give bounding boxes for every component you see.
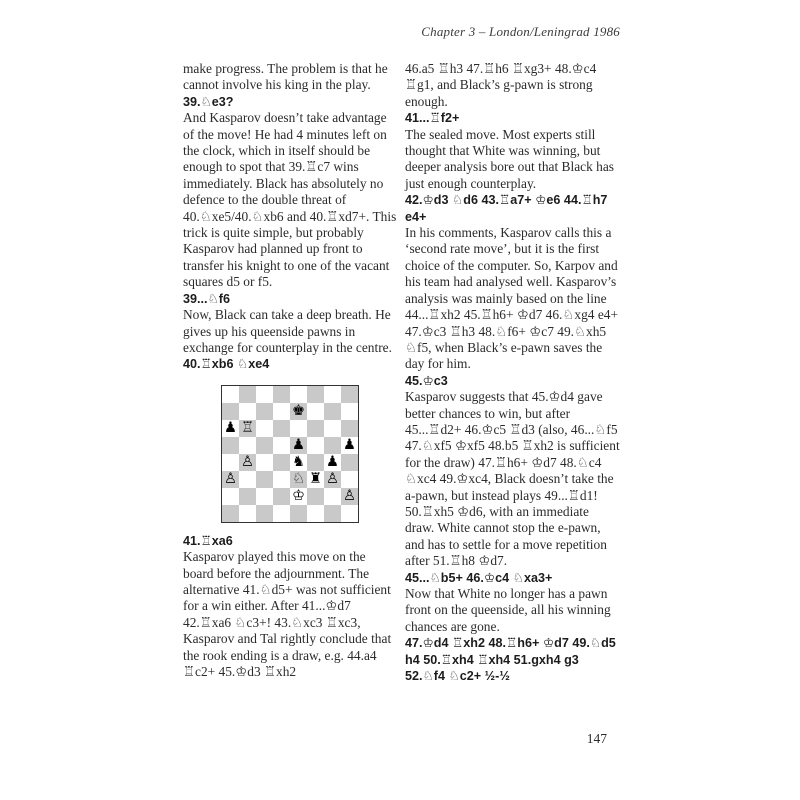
board-square bbox=[290, 386, 307, 403]
board-square bbox=[222, 471, 239, 488]
board-square bbox=[239, 471, 256, 488]
board-square bbox=[239, 488, 256, 505]
board-square bbox=[222, 420, 239, 437]
board-square bbox=[222, 505, 239, 522]
board-square bbox=[307, 471, 324, 488]
chess-piece: ♔ bbox=[292, 487, 305, 504]
board-square bbox=[324, 420, 341, 437]
chess-piece: ♙ bbox=[224, 470, 237, 487]
move-line: 45.♔c3 bbox=[405, 373, 448, 388]
board-square bbox=[256, 420, 273, 437]
board-square bbox=[273, 386, 290, 403]
chapter-header: Chapter 3 – London/Leningrad 1986 bbox=[421, 24, 620, 39]
move-line: 41.♖xa6 bbox=[183, 533, 233, 548]
board-square bbox=[307, 488, 324, 505]
chess-piece: ♙ bbox=[343, 487, 356, 504]
paragraph: make progress. The problem is that he cannot involve his king in the play. bbox=[183, 61, 388, 93]
board-square bbox=[239, 437, 256, 454]
paragraph: And Kasparov doesn’t take advantage of the move! He had 4 minutes left on the clock, which in itself should be enough to spot that 39.♖c7 wins immediately. Black has absolutely no defence to the double threat of 40.♘xe5/40.♘xb6 and 40.♖xd7+. This trick is quite simple, but probably Kasparov had planned up front to transfer his knight to one of the vacant squares d5 or f5. bbox=[183, 110, 397, 290]
chess-board bbox=[222, 386, 358, 522]
move-line: 45...♘b5+ 46.♔c4 ♘xa3+ bbox=[405, 570, 553, 585]
board-square bbox=[273, 454, 290, 471]
chess-piece: ♟ bbox=[292, 436, 305, 453]
board-square bbox=[307, 505, 324, 522]
board-square bbox=[256, 488, 273, 505]
board-square bbox=[222, 403, 239, 420]
move-line: 40.♖xb6 ♘xe4 bbox=[183, 357, 270, 372]
chess-piece: ♞ bbox=[292, 453, 305, 470]
board-square bbox=[341, 505, 358, 522]
board-square bbox=[290, 505, 307, 522]
move-line: 42.♔d3 ♘d6 43.♖a7+ ♔e6 44.♖h7 e4+ bbox=[405, 193, 608, 224]
board-square bbox=[273, 420, 290, 437]
board-square bbox=[341, 386, 358, 403]
chess-piece: ♜ bbox=[309, 470, 322, 487]
paragraph: 46.a5 ♖h3 47.♖h6 ♖xg3+ 48.♔c4 ♖g1, and Black’s g-pawn is strong enough. bbox=[405, 61, 597, 109]
board-square bbox=[290, 488, 307, 505]
board-square bbox=[324, 488, 341, 505]
board-square bbox=[239, 403, 256, 420]
board-square bbox=[324, 386, 341, 403]
chess-piece: ♟ bbox=[326, 453, 339, 470]
move-line: 41...♖f2+ bbox=[405, 111, 460, 126]
board-square bbox=[324, 505, 341, 522]
board-square bbox=[324, 403, 341, 420]
chess-piece: ♘ bbox=[292, 470, 305, 487]
move-line: 39.♘e3? bbox=[183, 94, 234, 109]
paragraph: The sealed move. Most experts still thought that White was winning, but deeper analysis bore out that Black has just enough counterplay. bbox=[405, 126, 614, 191]
chess-piece: ♙ bbox=[241, 453, 254, 470]
paragraph: In his comments, Kasparov calls this a ‘second rate move’, but it is the first choice of the computer. So, Karpov and his team had analysed well. Kasparov’s analysis was mainly based on the line 44...♖xh2 45.♖h6+ ♔d7 46.♘xg4 e4+ 47.♔c3 ♖h3 48.♘f6+ ♔c7 49.♘xh5 ♘f5, when Black’s e-pawn saves the day for him. bbox=[405, 225, 619, 372]
board-square bbox=[273, 488, 290, 505]
board-square bbox=[290, 454, 307, 471]
board-square bbox=[341, 437, 358, 454]
chess-piece: ♟ bbox=[343, 436, 356, 453]
paragraph: Kasparov played this move on the board before the adjournment. The alternative 41.♘d5+ was not sufficient for a win either. After 41...♔d7 42.♖xa6 ♘c3+! 43.♘xc3 ♖xc3, Kasparov and Tal rightly conclude that the rook ending is a draw, e.g. 44.a4 ♖c2+ 45.♔d3 ♖xh2 bbox=[183, 549, 392, 679]
board-square bbox=[290, 403, 307, 420]
board-square bbox=[307, 437, 324, 454]
chess-piece: ♚ bbox=[292, 402, 305, 419]
page-number: 147 bbox=[586, 731, 607, 746]
board-square bbox=[324, 454, 341, 471]
board-square bbox=[256, 505, 273, 522]
board-square bbox=[256, 386, 273, 403]
move-line: 47.♔d4 ♖xh2 48.♖h6+ ♔d7 49.♘d5 h4 50.♖xh4 ♖xh4 51.gxh4 g3 52.♘f4 ♘c2+ ½-½ bbox=[405, 636, 616, 684]
left-column bbox=[183, 61, 397, 680]
chess-diagram bbox=[221, 385, 359, 523]
board-square bbox=[290, 471, 307, 488]
board-square bbox=[239, 454, 256, 471]
board-square bbox=[307, 403, 324, 420]
board-square bbox=[239, 505, 256, 522]
board-square bbox=[307, 420, 324, 437]
board-square bbox=[256, 471, 273, 488]
chess-piece: ♟ bbox=[224, 419, 237, 436]
board-square bbox=[222, 386, 239, 403]
board-square bbox=[239, 420, 256, 437]
board-square bbox=[341, 471, 358, 488]
board-square bbox=[222, 454, 239, 471]
board-square bbox=[341, 454, 358, 471]
board-square bbox=[222, 437, 239, 454]
right-column bbox=[405, 61, 621, 684]
paragraph: Now that White no longer has a pawn front on the queenside, all his winning chances are gone. bbox=[405, 586, 611, 634]
board-square bbox=[324, 437, 341, 454]
board-square bbox=[341, 488, 358, 505]
paragraph: Now, Black can take a deep breath. He gives up his queenside pawns in exchange for counterplay in the centre. bbox=[183, 307, 392, 355]
board-square bbox=[324, 471, 341, 488]
board-square bbox=[273, 471, 290, 488]
chess-piece: ♙ bbox=[326, 470, 339, 487]
chess-piece: ♖ bbox=[241, 419, 254, 436]
paragraph: Kasparov suggests that 45.♔d4 gave better chances to win, but after 45...♖d2+ 46.♔c5 ♖d3 (also, 46...♘f5 47.♘xf5 ♔xf5 48.b5 ♖xh2 is sufficient for the draw) 47.♖h6+ ♔d7 48.♘c4 ♘xc4 49.♔xc4, Black doesn’t take the a-pawn, but instead plays 49...♖d1! 50.♖xh5 ♔d6, with an immediate draw. White cannot stop the e-pawn, and has to settle for a move repetition after 51.♖h8 ♔d7. bbox=[405, 389, 620, 569]
board-square bbox=[273, 437, 290, 454]
board-square bbox=[341, 403, 358, 420]
move-line: 39...♘f6 bbox=[183, 291, 230, 306]
board-square bbox=[273, 505, 290, 522]
board-square bbox=[222, 488, 239, 505]
board-square bbox=[256, 454, 273, 471]
board-square bbox=[290, 437, 307, 454]
board-square bbox=[341, 420, 358, 437]
board-square bbox=[307, 454, 324, 471]
board-square bbox=[256, 437, 273, 454]
board-square bbox=[256, 403, 273, 420]
board-square bbox=[307, 386, 324, 403]
board-square bbox=[239, 386, 256, 403]
board-square bbox=[290, 420, 307, 437]
board-square bbox=[273, 403, 290, 420]
